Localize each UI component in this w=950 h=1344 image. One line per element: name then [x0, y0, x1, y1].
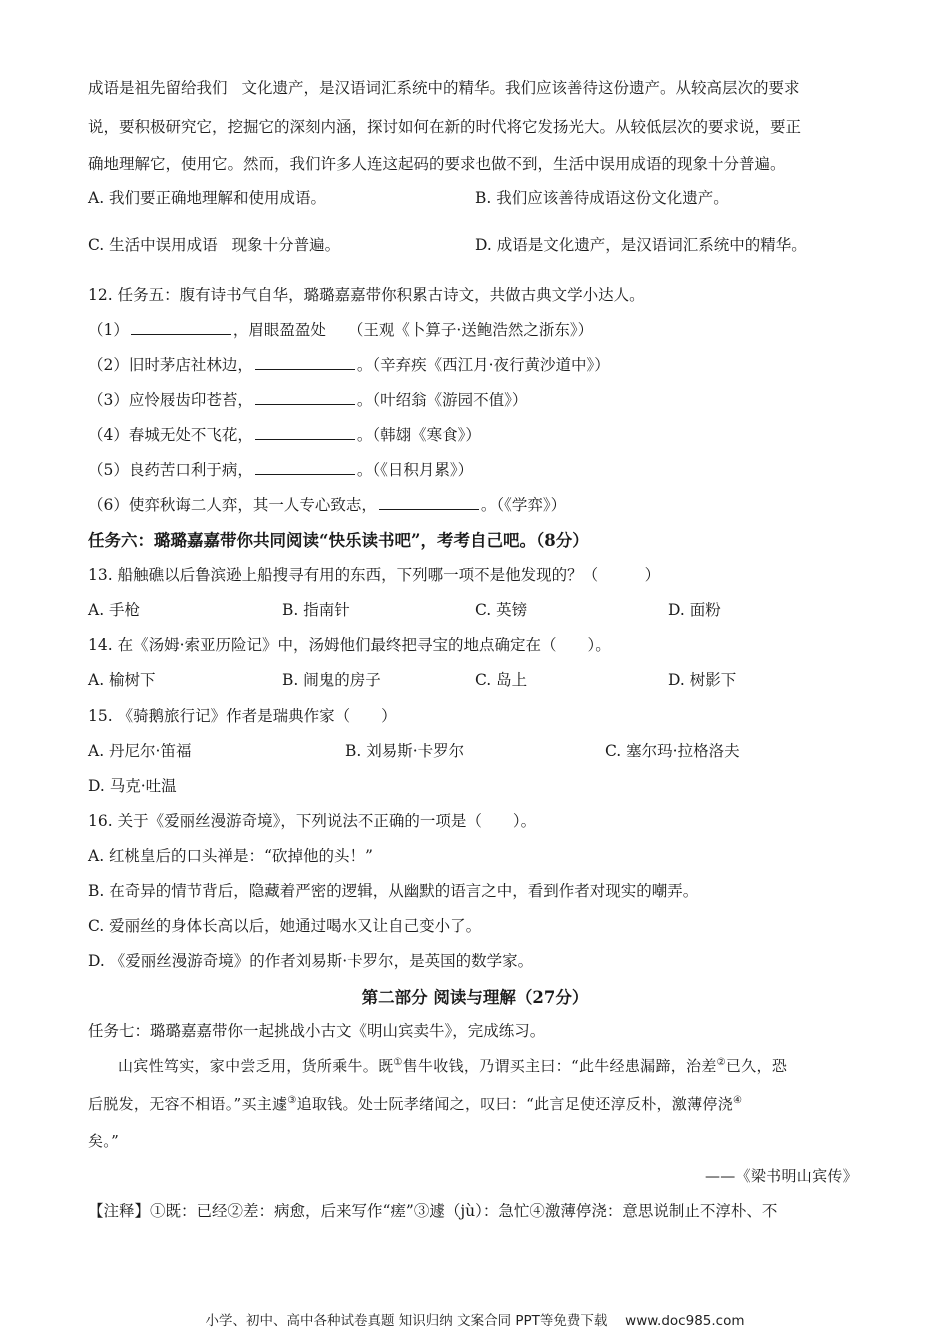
q16-option-a: A. 红桃皇后的口头禅是：“砍掉他的头！” — [88, 847, 373, 865]
q16-option-c: C. 爱丽丝的身体长高以后，她通过喝水又让自己变小了。 — [88, 917, 482, 935]
option-a: A. 我们要正确地理解和使用成语。 — [88, 189, 327, 207]
q14-option-c: C. 岛上 — [475, 671, 528, 689]
poem-item-6 — [88, 493, 566, 515]
q13-option-b: B. 指南针 — [282, 601, 350, 619]
item-source: 。（叶绍翁《游园不值》） — [356, 391, 528, 409]
q14-option-b: B. 闹鬼的房子 — [282, 671, 381, 689]
fill-blank[interactable] — [255, 390, 355, 405]
fill-blank[interactable] — [131, 320, 231, 335]
option-b: B. 我们应该善待成语这份文化遗产。 — [475, 189, 729, 207]
poem-item-4 — [88, 423, 481, 445]
option-d: D. 成语是文化遗产，是汉语词汇系统中的精华。 — [475, 236, 807, 254]
item-source: 。（《日积月累》） — [356, 461, 474, 479]
classical-text: 追取钱。处士阮孝绪闻之，叹曰：“此言足使还淳反朴，激薄停浇 — [296, 1095, 734, 1113]
classical-line-1 — [118, 1055, 787, 1076]
q15-option-d: D. 马克·吐温 — [88, 777, 177, 795]
item-source: 。（韩翃《寒食》） — [356, 426, 481, 444]
classical-source: ——《梁书明山宾传》 — [704, 1167, 858, 1185]
passage-text: 成语是祖先留给我们 — [88, 79, 228, 97]
q16-option-b: B. 在奇异的情节背后，隐藏着严密的逻辑，从幽默的语言之中，看到作者对现实的嘲弄。 — [88, 882, 699, 900]
q13-option-a: A. 手枪 — [88, 601, 141, 619]
classical-text: 山宾性笃实，家中尝乏用，货所乘牛。既 — [118, 1057, 394, 1075]
footnote-marker: ② — [716, 1057, 726, 1068]
item-source: （王观《卜算子·送鲍浩然之浙东》） — [347, 321, 594, 339]
classical-text: 已久，恐 — [725, 1057, 788, 1075]
item-text: ，眉眼盈盈处 — [232, 321, 326, 339]
footnote-marker: ④ — [733, 1095, 743, 1106]
item-prefix: （3）应怜屐齿印苍苔， — [88, 391, 253, 409]
q15-option-c: C. 塞尔玛·拉格洛夫 — [605, 742, 740, 760]
part-2-heading: 第二部分 阅读与理解（27分） — [361, 988, 589, 1007]
q15-option-a: A. 丹尼尔·笛福 — [88, 742, 192, 760]
item-source: 。（《学弈》） — [480, 496, 567, 514]
q16-option-d: D. 《爱丽丝漫游奇境》的作者刘易斯·卡罗尔，是英国的数学家。 — [88, 952, 534, 970]
passage-text: 文化遗产，是汉语词汇系统中的精华。我们应该善待这份遗产。从较高层次的要求 — [241, 79, 800, 97]
item-prefix: （4）春城无处不飞花， — [88, 426, 253, 444]
option-c — [88, 233, 340, 255]
option-text: C. 生活中误用成语 — [88, 236, 218, 254]
option-text: 现象十分普遍。 — [231, 236, 341, 254]
question-13-stem: 13. 船触礁以后鲁滨逊上船搜寻有用的东西，下列哪一项不是他发现的？（ ） — [88, 566, 661, 584]
poem-item-2 — [88, 353, 610, 375]
question-12-title: 12. 任务五：腹有诗书气自华，璐璐嘉嘉带你积累古诗文，共做古典文学小达人。 — [88, 286, 645, 304]
fill-blank[interactable] — [255, 460, 355, 475]
q13-option-c: C. 英镑 — [475, 601, 528, 619]
q13-option-d: D. 面粉 — [668, 601, 721, 619]
question-15-stem: 15. 《骑鹅旅行记》作者是瑞典作家（ ） — [88, 707, 397, 725]
passage-line-2: 说，要积极研究它，挖掘它的深刻内涵，探讨如何在新的时代将它发扬光大。从较低层次的要求说，要正 — [88, 118, 802, 136]
item-prefix: （5）良药苦口利于病， — [88, 461, 253, 479]
q14-option-d: D. 树影下 — [668, 671, 737, 689]
poem-item-3 — [88, 388, 527, 410]
page-footer: 小学、初中、高中各种试卷真题 知识归纳 文案合同 PPT等免费下载 www.doc985.com — [205, 1313, 745, 1329]
item-prefix: （2）旧时茅店社林边， — [88, 356, 253, 374]
classical-text: 后脱发，无容不相语。”买主遽 — [88, 1095, 288, 1113]
poem-item-5 — [88, 458, 473, 480]
passage-line-1 — [88, 76, 800, 98]
item-source: 。（辛弃疾《西江月·夜行黄沙道中》） — [356, 356, 610, 374]
fill-blank[interactable] — [255, 425, 355, 440]
poem-item-1 — [88, 318, 593, 340]
footnote-marker: ③ — [287, 1095, 297, 1106]
item-prefix: （1） — [88, 321, 129, 339]
task-6-heading: 任务六：璐璐嘉嘉带你共同阅读“快乐读书吧”，考考自己吧。（8分） — [88, 531, 589, 550]
q15-option-b: B. 刘易斯·卡罗尔 — [345, 742, 465, 760]
classical-text: 售牛收钱，乃谓买主曰：“此牛经患漏蹄，治差 — [402, 1057, 717, 1075]
annotation-note: 【注释】①既：已经②差：病愈，后来写作“瘥”③遽（jù）：急忙④激薄停浇：意思说制止不淳朴、不 — [88, 1202, 778, 1220]
task-7-heading: 任务七：璐璐嘉嘉带你一起挑战小古文《明山宾卖牛》，完成练习。 — [88, 1022, 546, 1040]
item-prefix: （6）使弈秋诲二人弈，其一人专心致志， — [88, 496, 377, 514]
fill-blank[interactable] — [379, 495, 479, 510]
question-16-stem: 16. 关于《爱丽丝漫游奇境》，下列说法不正确的一项是（ ）。 — [88, 812, 537, 830]
question-14-stem: 14. 在《汤姆·索亚历险记》中，汤姆他们最终把寻宝的地点确定在（ ）。 — [88, 636, 611, 654]
fill-blank[interactable] — [255, 355, 355, 370]
footnote-marker: ① — [393, 1057, 403, 1068]
classical-line-3: 矣。” — [88, 1132, 120, 1150]
q14-option-a: A. 榆树下 — [88, 671, 156, 689]
passage-line-3: 确地理解它，使用它。然而，我们许多人连这起码的要求也做不到，生活中误用成语的现象十分普遍。 — [88, 155, 786, 173]
classical-line-2 — [88, 1093, 742, 1114]
